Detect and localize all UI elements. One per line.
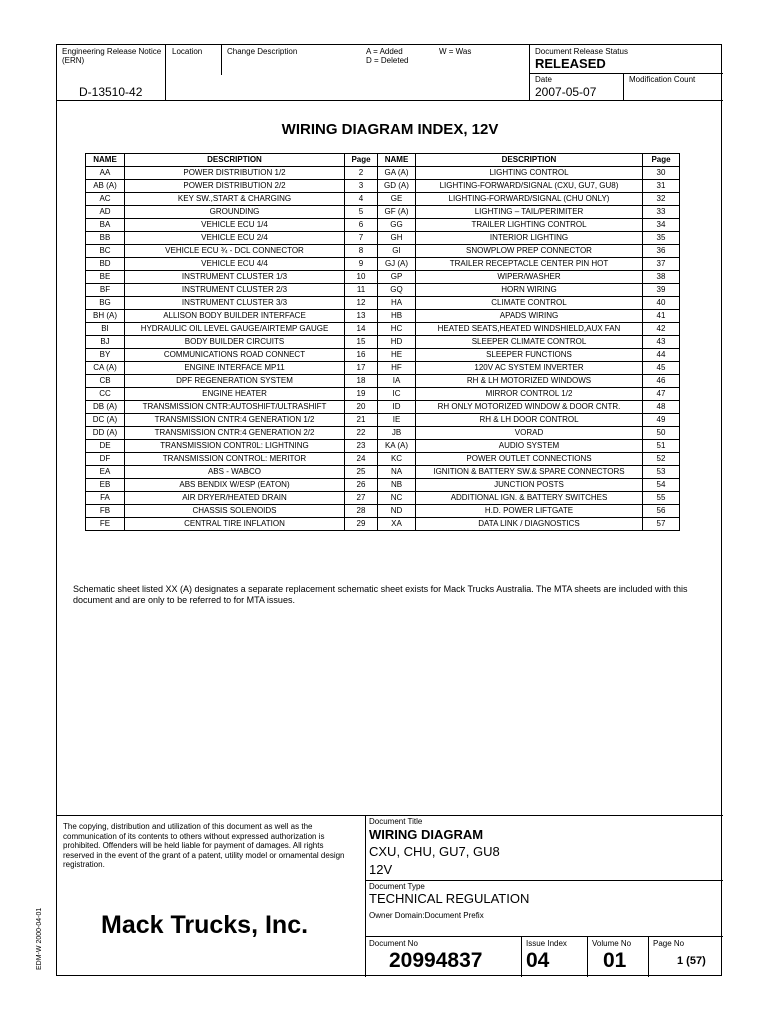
deleted-legend: D = Deleted bbox=[366, 56, 409, 65]
row-name: FB bbox=[86, 505, 125, 518]
doc-title-line1: WIRING DIAGRAM bbox=[369, 827, 484, 842]
row-description: VORAD bbox=[416, 427, 643, 440]
owner-domain-label: Owner Domain:Document Prefix bbox=[369, 911, 484, 920]
table-row bbox=[86, 206, 680, 219]
header-col-line bbox=[623, 73, 624, 100]
row-description: POWER DISTRIBUTION 2/2 bbox=[125, 180, 345, 193]
volume-no-label: Volume No bbox=[592, 939, 632, 948]
row-name: JB bbox=[378, 427, 416, 440]
row-name: AA bbox=[86, 167, 125, 180]
row-description: ENGINE HEATER bbox=[125, 388, 345, 401]
row-page: 12 bbox=[345, 297, 378, 310]
row-page: 46 bbox=[643, 375, 680, 388]
row-description: ABS - WABCO bbox=[125, 466, 345, 479]
row-description: TRAILER RECEPTACLE CENTER PIN HOT bbox=[416, 258, 643, 271]
row-description: APADS WIRING bbox=[416, 310, 643, 323]
footer-col-line bbox=[587, 936, 588, 977]
row-page: 38 bbox=[643, 271, 680, 284]
row-page: 22 bbox=[345, 427, 378, 440]
row-description: INSTRUMENT CLUSTER 3/3 bbox=[125, 297, 345, 310]
row-page: 17 bbox=[345, 362, 378, 375]
doc-title-line2: CXU, CHU, GU7, GU8 bbox=[369, 844, 500, 859]
row-name: BH (A) bbox=[86, 310, 125, 323]
row-description: SLEEPER FUNCTIONS bbox=[416, 349, 643, 362]
row-description: RH & LH MOTORIZED WINDOWS bbox=[416, 375, 643, 388]
footer-divider bbox=[57, 815, 723, 816]
row-page: 32 bbox=[643, 193, 680, 206]
row-page: 16 bbox=[345, 349, 378, 362]
row-description: ADDITIONAL IGN. & BATTERY SWITCHES bbox=[416, 492, 643, 505]
header-col-line bbox=[221, 45, 222, 75]
row-description: HORN WIRING bbox=[416, 284, 643, 297]
row-name: GH bbox=[378, 232, 416, 245]
row-description: LIGHTING – TAIL/PERIMITER bbox=[416, 206, 643, 219]
column-header: NAME bbox=[378, 154, 416, 167]
row-description: CHASSIS SOLENOIDS bbox=[125, 505, 345, 518]
row-name: DE bbox=[86, 440, 125, 453]
issue-index-label: Issue Index bbox=[526, 939, 567, 948]
row-page: 2 bbox=[345, 167, 378, 180]
row-name: NA bbox=[378, 466, 416, 479]
row-description: AIR DRYER/HEATED DRAIN bbox=[125, 492, 345, 505]
column-header: Page bbox=[643, 154, 680, 167]
table-row bbox=[86, 284, 680, 297]
row-name: GD (A) bbox=[378, 180, 416, 193]
row-description: LIGHTING-FORWARD/SIGNAL (CHU ONLY) bbox=[416, 193, 643, 206]
table-row bbox=[86, 492, 680, 505]
row-page: 3 bbox=[345, 180, 378, 193]
table-row bbox=[86, 323, 680, 336]
row-description: LIGHTING-FORWARD/SIGNAL (CXU, GU7, GU8) bbox=[416, 180, 643, 193]
table-row bbox=[86, 297, 680, 310]
row-page: 24 bbox=[345, 453, 378, 466]
row-description: COMMUNICATIONS ROAD CONNECT bbox=[125, 349, 345, 362]
row-page: 34 bbox=[643, 219, 680, 232]
row-page: 6 bbox=[345, 219, 378, 232]
ern-label: Engineering Release Notice (ERN) bbox=[62, 47, 162, 65]
row-name: HE bbox=[378, 349, 416, 362]
table-body bbox=[86, 167, 680, 531]
row-name: HD bbox=[378, 336, 416, 349]
row-name: BE bbox=[86, 271, 125, 284]
row-description: AUDIO SYSTEM bbox=[416, 440, 643, 453]
company-name: Mack Trucks, Inc. bbox=[101, 911, 309, 939]
row-name: BF bbox=[86, 284, 125, 297]
row-name: AC bbox=[86, 193, 125, 206]
row-description: VEHICLE ECU 1/4 bbox=[125, 219, 345, 232]
ern-number: D-13510-42 bbox=[79, 85, 143, 99]
table-row bbox=[86, 375, 680, 388]
row-description: VEHICLE ECU 4/4 bbox=[125, 258, 345, 271]
doc-no-value: 20994837 bbox=[389, 949, 483, 972]
row-description: RH & LH DOOR CONTROL bbox=[416, 414, 643, 427]
row-description: H.D. POWER LIFTGATE bbox=[416, 505, 643, 518]
column-header: DESCRIPTION bbox=[416, 154, 643, 167]
row-name: HB bbox=[378, 310, 416, 323]
table-row bbox=[86, 414, 680, 427]
row-description: ENGINE INTERFACE MP11 bbox=[125, 362, 345, 375]
row-name: GG bbox=[378, 219, 416, 232]
row-page: 20 bbox=[345, 401, 378, 414]
row-description: CENTRAL TIRE INFLATION bbox=[125, 518, 345, 531]
row-page: 15 bbox=[345, 336, 378, 349]
footer-col-line bbox=[521, 936, 522, 977]
row-page: 42 bbox=[643, 323, 680, 336]
row-name: DD (A) bbox=[86, 427, 125, 440]
row-name: IE bbox=[378, 414, 416, 427]
row-description: POWER DISTRIBUTION 1/2 bbox=[125, 167, 345, 180]
table-row bbox=[86, 362, 680, 375]
row-page: 47 bbox=[643, 388, 680, 401]
row-description: SNOWPLOW PREP CONNECTOR bbox=[416, 245, 643, 258]
row-page: 37 bbox=[643, 258, 680, 271]
row-name: AB (A) bbox=[86, 180, 125, 193]
row-page: 56 bbox=[643, 505, 680, 518]
row-page: 8 bbox=[345, 245, 378, 258]
form-code: EDM-W 2000-04-01 bbox=[36, 907, 43, 970]
row-page: 40 bbox=[643, 297, 680, 310]
row-page: 54 bbox=[643, 479, 680, 492]
row-page: 18 bbox=[345, 375, 378, 388]
row-description: MIRROR CONTROL 1/2 bbox=[416, 388, 643, 401]
row-name: NB bbox=[378, 479, 416, 492]
row-name: BJ bbox=[86, 336, 125, 349]
table-row bbox=[86, 336, 680, 349]
row-page: 9 bbox=[345, 258, 378, 271]
row-description: WIPER/WASHER bbox=[416, 271, 643, 284]
row-description: TRANSMISSION CONTR0L: LIGHTNING bbox=[125, 440, 345, 453]
doc-no-label: Document No bbox=[369, 939, 418, 948]
table-row bbox=[86, 219, 680, 232]
modification-count-label: Modification Count bbox=[629, 75, 696, 84]
row-page: 53 bbox=[643, 466, 680, 479]
column-header: Page bbox=[345, 154, 378, 167]
table-row bbox=[86, 167, 680, 180]
row-name: FE bbox=[86, 518, 125, 531]
row-name: BG bbox=[86, 297, 125, 310]
mta-note: Schematic sheet listed XX (A) designates a separate replacement schematic sheet exists for Mack Trucks Australia. The MTA sheets are included with this document and are only to be referred to for MTA issues. bbox=[73, 584, 688, 605]
row-name: IC bbox=[378, 388, 416, 401]
row-description: VEHICLE ECU ¾ - DCL CONNECTOR bbox=[125, 245, 345, 258]
row-name: BA bbox=[86, 219, 125, 232]
row-page: 33 bbox=[643, 206, 680, 219]
page-no-label: Page No bbox=[653, 939, 685, 948]
table-row bbox=[86, 271, 680, 284]
row-page: 41 bbox=[643, 310, 680, 323]
table-row bbox=[86, 440, 680, 453]
table-row bbox=[86, 427, 680, 440]
row-description: INSTRUMENT CLUSTER 1/3 bbox=[125, 271, 345, 284]
table-row bbox=[86, 518, 680, 531]
row-name: FA bbox=[86, 492, 125, 505]
row-name: IA bbox=[378, 375, 416, 388]
row-name: GQ bbox=[378, 284, 416, 297]
row-name: DC (A) bbox=[86, 414, 125, 427]
row-page: 11 bbox=[345, 284, 378, 297]
row-page: 7 bbox=[345, 232, 378, 245]
row-page: 14 bbox=[345, 323, 378, 336]
row-page: 13 bbox=[345, 310, 378, 323]
row-name: ND bbox=[378, 505, 416, 518]
row-name: BY bbox=[86, 349, 125, 362]
row-description: LIGHTING CONTROL bbox=[416, 167, 643, 180]
doc-type-label: Document Type bbox=[369, 882, 425, 891]
row-description: HEATED SEATS,HEATED WINDSHIELD,AUX FAN bbox=[416, 323, 643, 336]
row-description: TRAILER LIGHTING CONTROL bbox=[416, 219, 643, 232]
footer-row-line bbox=[365, 936, 723, 937]
row-name: EA bbox=[86, 466, 125, 479]
row-page: 50 bbox=[643, 427, 680, 440]
table-row bbox=[86, 453, 680, 466]
row-name: DB (A) bbox=[86, 401, 125, 414]
row-page: 36 bbox=[643, 245, 680, 258]
row-page: 57 bbox=[643, 518, 680, 531]
row-name: GJ (A) bbox=[378, 258, 416, 271]
column-header: DESCRIPTION bbox=[125, 154, 345, 167]
row-description: VEHICLE ECU 2/4 bbox=[125, 232, 345, 245]
header-row-line bbox=[529, 73, 723, 74]
row-name: BI bbox=[86, 323, 125, 336]
row-page: 39 bbox=[643, 284, 680, 297]
row-description: ABS BENDIX W/ESP (EATON) bbox=[125, 479, 345, 492]
row-page: 52 bbox=[643, 453, 680, 466]
release-status-value: RELEASED bbox=[535, 56, 606, 71]
header-divider bbox=[57, 100, 723, 101]
row-name: XA bbox=[378, 518, 416, 531]
row-name: CA (A) bbox=[86, 362, 125, 375]
row-name: CB bbox=[86, 375, 125, 388]
row-page: 31 bbox=[643, 180, 680, 193]
row-name: AD bbox=[86, 206, 125, 219]
row-name: GP bbox=[378, 271, 416, 284]
footer-col-line bbox=[365, 815, 366, 977]
table-row bbox=[86, 232, 680, 245]
row-name: KA (A) bbox=[378, 440, 416, 453]
row-name: EB bbox=[86, 479, 125, 492]
row-page: 35 bbox=[643, 232, 680, 245]
row-description: RH ONLY MOTORIZED WINDOW & DOOR CNTR. bbox=[416, 401, 643, 414]
row-description: INTERIOR LIGHTING bbox=[416, 232, 643, 245]
row-description: POWER OUTLET CONNECTIONS bbox=[416, 453, 643, 466]
row-page: 19 bbox=[345, 388, 378, 401]
doc-title-label: Document Title bbox=[369, 817, 423, 826]
page-title: WIRING DIAGRAM INDEX, 12V bbox=[281, 121, 499, 138]
footer-row-line bbox=[365, 880, 723, 881]
row-name: HA bbox=[378, 297, 416, 310]
was-legend: W = Was bbox=[439, 47, 472, 56]
table-row bbox=[86, 349, 680, 362]
table-row bbox=[86, 258, 680, 271]
row-description: TRANSMISSION CONTROL: MERITOR bbox=[125, 453, 345, 466]
table-header-row bbox=[86, 154, 680, 167]
table-row bbox=[86, 466, 680, 479]
added-legend: A = Added bbox=[366, 47, 403, 56]
row-name: ID bbox=[378, 401, 416, 414]
row-page: 23 bbox=[345, 440, 378, 453]
doc-type-value: TECHNICAL REGULATION bbox=[369, 891, 530, 906]
issue-index-value: 04 bbox=[526, 949, 550, 972]
change-description-label: Change Description bbox=[227, 47, 298, 56]
row-description: 120V AC SYSTEM INVERTER bbox=[416, 362, 643, 375]
row-name: GF (A) bbox=[378, 206, 416, 219]
row-description: IGNITION & BATTERY SW.& SPARE CONNECTORS bbox=[416, 466, 643, 479]
row-name: HC bbox=[378, 323, 416, 336]
release-status-label: Document Release Status bbox=[535, 47, 628, 56]
row-description: DPF REGENERATION SYSTEM bbox=[125, 375, 345, 388]
table-row bbox=[86, 505, 680, 518]
row-name: BC bbox=[86, 245, 125, 258]
table-row bbox=[86, 401, 680, 414]
row-page: 4 bbox=[345, 193, 378, 206]
volume-no-value: 01 bbox=[603, 949, 627, 972]
table-row bbox=[86, 180, 680, 193]
row-page: 51 bbox=[643, 440, 680, 453]
row-description: TRANSMISSION CNTR:4 GENERATION 1/2 bbox=[125, 414, 345, 427]
doc-title-line3: 12V bbox=[369, 862, 393, 877]
row-name: HF bbox=[378, 362, 416, 375]
row-page: 49 bbox=[643, 414, 680, 427]
table-row bbox=[86, 479, 680, 492]
column-header: NAME bbox=[86, 154, 125, 167]
row-page: 27 bbox=[345, 492, 378, 505]
row-name: DF bbox=[86, 453, 125, 466]
header-col-line bbox=[165, 45, 166, 100]
row-page: 5 bbox=[345, 206, 378, 219]
page-no-value: 1 (57) bbox=[677, 955, 706, 967]
row-page: 28 bbox=[345, 505, 378, 518]
date-value: 2007-05-07 bbox=[535, 85, 597, 99]
table-row bbox=[86, 310, 680, 323]
row-page: 26 bbox=[345, 479, 378, 492]
row-description: TRANSMISSION CNTR:AUTOSHIFT/ULTRASHIFT bbox=[125, 401, 345, 414]
table-row bbox=[86, 193, 680, 206]
row-description: TRANSMISSION CNTR:4 GENERATION 2/2 bbox=[125, 427, 345, 440]
row-name: BB bbox=[86, 232, 125, 245]
table-row bbox=[86, 245, 680, 258]
wiring-index-table bbox=[85, 153, 680, 531]
row-name: NC bbox=[378, 492, 416, 505]
row-page: 45 bbox=[643, 362, 680, 375]
document-frame bbox=[56, 44, 722, 976]
row-description: HYDRAULIC OIL LEVEL GAUGE/AIRTEMP GAUGE bbox=[125, 323, 345, 336]
row-name: GE bbox=[378, 193, 416, 206]
row-page: 44 bbox=[643, 349, 680, 362]
row-name: GA (A) bbox=[378, 167, 416, 180]
row-description: INSTRUMENT CLUSTER 2/3 bbox=[125, 284, 345, 297]
row-description: BODY BUILDER CIRCUITS bbox=[125, 336, 345, 349]
row-name: BD bbox=[86, 258, 125, 271]
location-label: Location bbox=[172, 47, 203, 56]
row-page: 48 bbox=[643, 401, 680, 414]
row-description: ALLISON BODY BUILDER INTERFACE bbox=[125, 310, 345, 323]
row-description: KEY SW.,START & CHARGING bbox=[125, 193, 345, 206]
row-description: GROUNDING bbox=[125, 206, 345, 219]
row-page: 43 bbox=[643, 336, 680, 349]
row-page: 29 bbox=[345, 518, 378, 531]
row-name: GI bbox=[378, 245, 416, 258]
legal-notice: The copying, distribution and utilization of this document as well as the communication of its contents to others without expressed authorization is prohibited. Offenders will be held liable for payment of damages. All rights reserved in the event of the grant of a patent, utility model or ornamental design registration. bbox=[63, 822, 345, 869]
row-page: 10 bbox=[345, 271, 378, 284]
footer-col-line bbox=[648, 936, 649, 977]
row-name: KC bbox=[378, 453, 416, 466]
row-page: 30 bbox=[643, 167, 680, 180]
row-page: 21 bbox=[345, 414, 378, 427]
row-description: JUNCTION POSTS bbox=[416, 479, 643, 492]
row-name: CC bbox=[86, 388, 125, 401]
date-label: Date bbox=[535, 75, 552, 84]
row-page: 55 bbox=[643, 492, 680, 505]
row-description: SLEEPER CLIMATE CONTROL bbox=[416, 336, 643, 349]
row-page: 25 bbox=[345, 466, 378, 479]
row-description: CLIMATE CONTROL bbox=[416, 297, 643, 310]
row-description: DATA LINK / DIAGNOSTICS bbox=[416, 518, 643, 531]
table-row bbox=[86, 388, 680, 401]
